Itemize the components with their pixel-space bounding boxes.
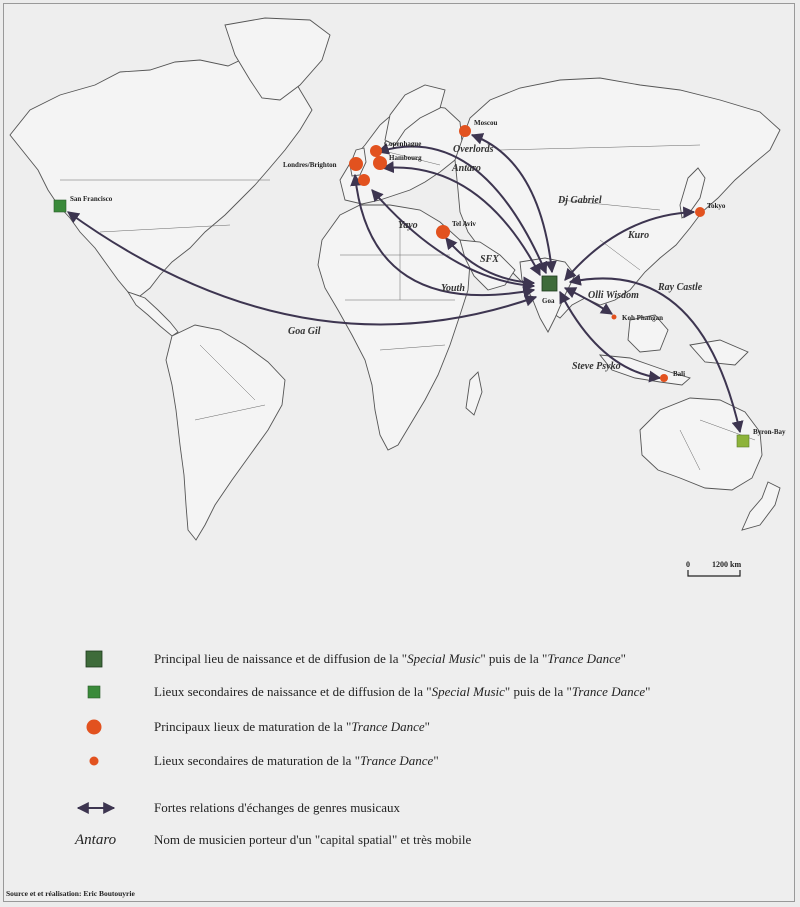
musician-youth: Youth	[441, 283, 465, 294]
label-hambourg: Hambourg	[389, 154, 422, 162]
paris-marker	[358, 174, 370, 186]
musician-ray-castle: Ray Castle	[658, 282, 703, 293]
south-america	[166, 325, 285, 540]
musician-kuro: Kuro	[628, 230, 650, 241]
label-byron-bay: Byron-Bay	[753, 428, 786, 436]
source-credit: Source et et réalisation: Eric Boutouyrie	[6, 889, 135, 898]
musician-goa-gil: Goa Gil	[288, 326, 321, 337]
moscou-marker	[459, 125, 471, 137]
goa-marker	[542, 276, 557, 291]
legend-primary-birthplace-text: Principal lieu de naissance et de diffusion de la "Special Music" puis de la "Trance Dance"	[154, 651, 626, 666]
bali-marker	[660, 374, 668, 382]
scale-zero: 0	[686, 560, 690, 569]
musician-sfx: SFX	[480, 254, 499, 265]
label-tel-aviv: Tel Aviv	[452, 220, 476, 228]
copenhague-marker	[370, 145, 382, 157]
musician-overlords: Overlords	[453, 144, 494, 155]
scale-distance: 1200 km	[712, 560, 742, 569]
label-moscou: Moscou	[474, 119, 498, 127]
tokyo-marker	[695, 207, 705, 217]
legend-exchange-arrow-icon	[70, 797, 130, 819]
legend-primary-maturation-text: Principaux lieux de maturation de la "Trance Dance"	[154, 719, 430, 734]
musician-olli-wisdom: Olli Wisdom	[588, 290, 639, 301]
label-koh-phangan: Koh Phangan	[622, 314, 664, 322]
san-francisco-marker	[54, 200, 66, 212]
legend-secondary-maturation-symbol	[70, 750, 130, 772]
legend-exchange-text: Fortes relations d'échanges de genres musicaux	[154, 800, 401, 815]
hambourg-marker	[373, 156, 387, 170]
label-londres: Londres/Brighton	[283, 161, 337, 169]
label-tokyo: Tokyo	[707, 202, 726, 210]
koh-phangan-marker	[612, 315, 617, 320]
new-zealand	[742, 482, 780, 530]
legend-musician-key: Antaro	[75, 831, 117, 848]
central-america	[128, 292, 178, 336]
scale-bar	[686, 560, 741, 576]
byron-bay-marker	[737, 435, 749, 447]
legend-musician-text: Nom de musicien porteur d'un "capital spatial" et très mobile	[154, 832, 472, 847]
musician-steve-psyko: Steve Psyko	[572, 361, 621, 372]
londres-marker	[349, 157, 363, 171]
musician-yayo: Yayo	[398, 220, 418, 231]
label-san-francisco: San Francisco	[70, 195, 113, 203]
label-bali: Bali	[673, 370, 686, 378]
label-copenhague: Copenhague	[384, 140, 422, 148]
tel-aviv-marker	[436, 225, 450, 239]
musician-dj-gabriel: Dj Gabriel	[558, 195, 602, 206]
africa	[318, 205, 470, 450]
legend-primary-birthplace-symbol	[70, 648, 130, 670]
madagascar	[466, 372, 482, 415]
legend-secondary-birthplace-text: Lieux secondaires de naissance et de diffusion de la "Special Music" puis de la "Trance Dance"	[154, 684, 651, 699]
legend-primary-maturation-symbol	[70, 716, 130, 738]
label-goa: Goa	[542, 297, 555, 305]
legend-secondary-maturation-text: Lieux secondaires de maturation de la "Trance Dance"	[154, 753, 439, 768]
new-guinea	[690, 340, 748, 365]
land-masses	[10, 18, 780, 540]
legend-secondary-birthplace-symbol	[70, 681, 130, 703]
musician-antaro: Antaro	[452, 163, 481, 174]
